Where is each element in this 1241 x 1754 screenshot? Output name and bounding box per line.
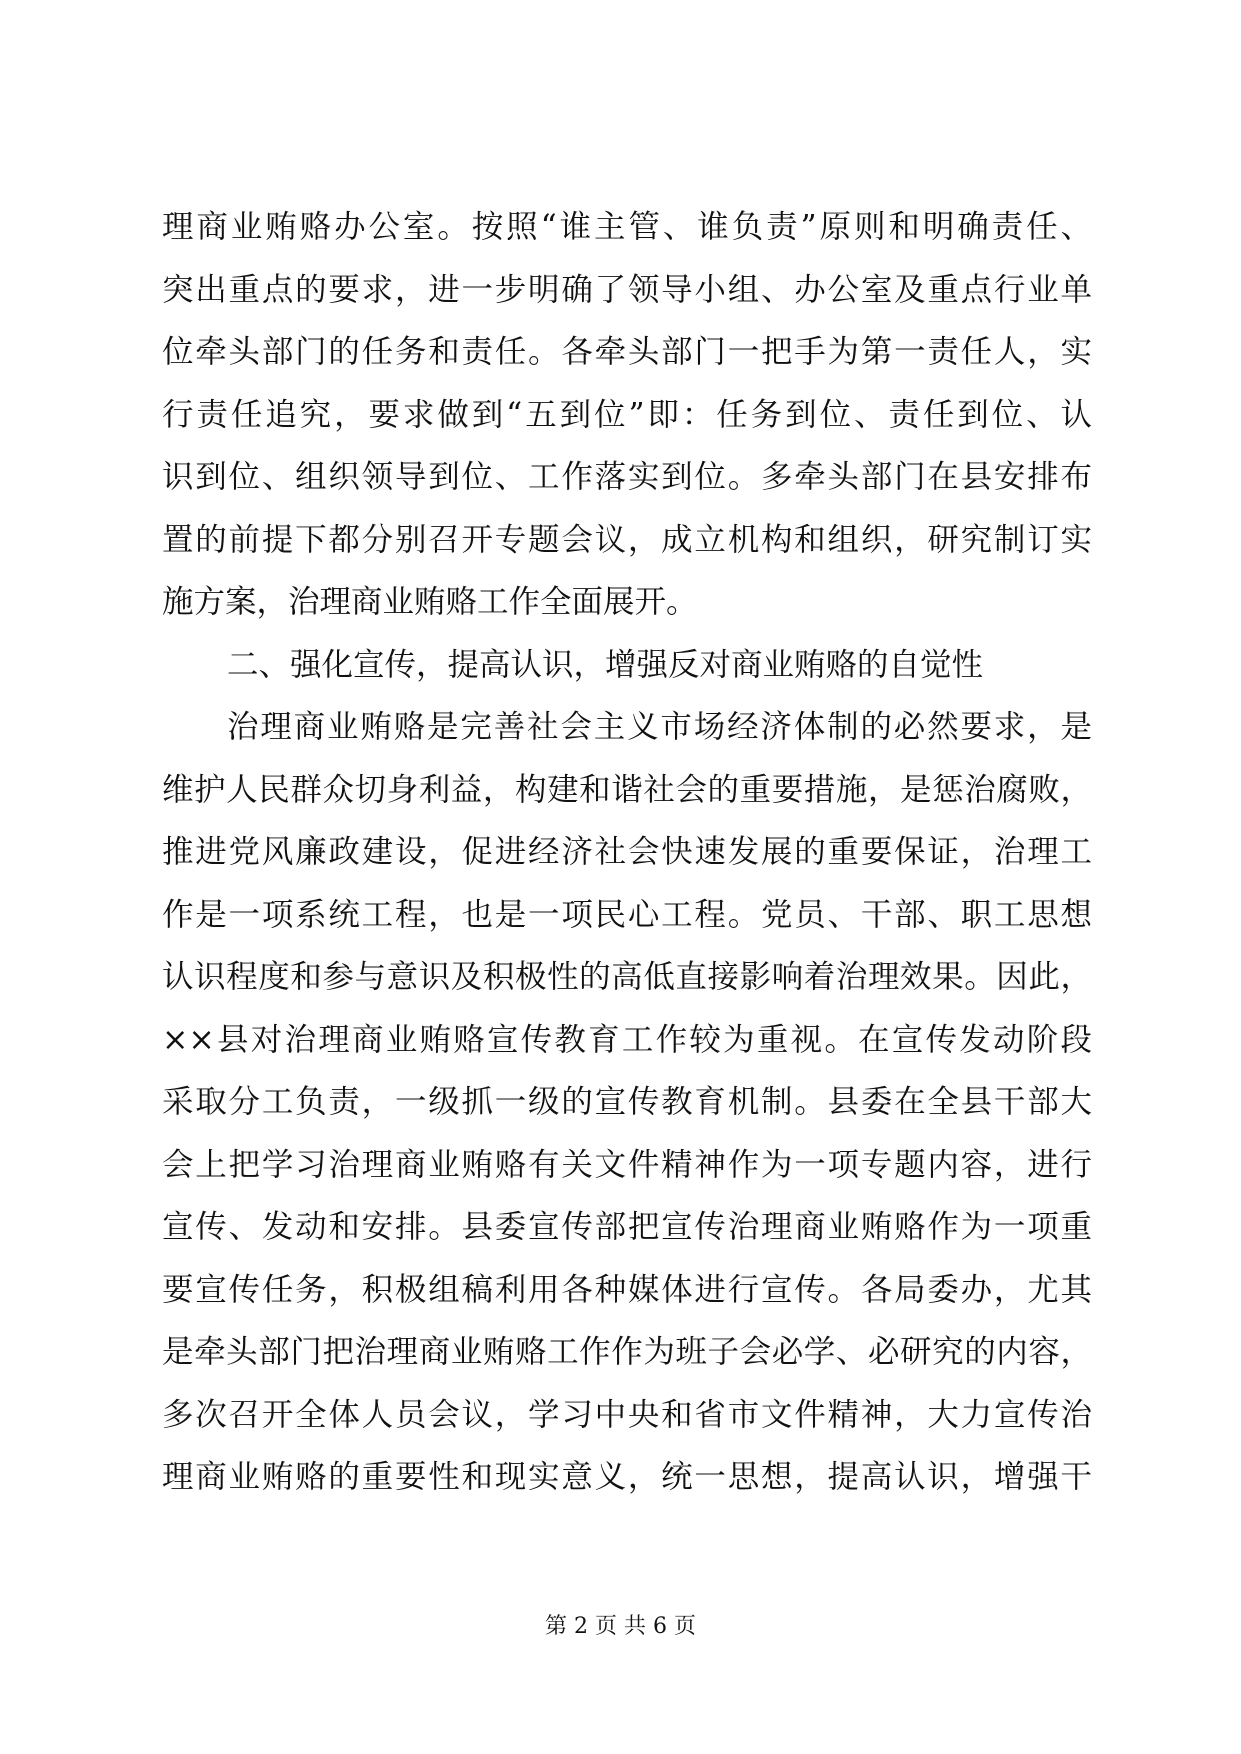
text-line: 识到位、组织领导到位、工作落实到位。多牵头部门在县安排布 [162, 459, 1092, 495]
text-line-paragraph-end: 施方案，治理商业贿赂工作全面展开。 [162, 584, 698, 620]
text-line: 采取分工负责，一级抓一级的宣传教育机制。县委在全县干部大 [162, 1084, 1092, 1120]
text-line: 是牵头部门把治理商业贿赂工作作为班子会必学、必研究的内容， [162, 1334, 1092, 1370]
text-line: 突出重点的要求，进一步明确了领导小组、办公室及重点行业单 [162, 271, 1092, 308]
text-line: 置的前提下都分别召开专题会议，成立机构和组织，研究制订实 [162, 521, 1092, 558]
text-line: 认识程度和参与意识及积极性的高低直接影响着治理效果。因此， [162, 959, 1092, 995]
document-body [162, 196, 1092, 1509]
text-line: 多次召开全体人员会议，学习中央和省市文件精神，大力宣传治 [162, 1396, 1092, 1433]
text-line: 理商业贿赂的重要性和现实意义，统一思想，提高认识，增强干 [162, 1459, 1092, 1495]
text-line: 维护人民群众切身利益，构建和谐社会的重要措施，是惩治腐败， [162, 771, 1092, 808]
text-line: 会上把学习治理商业贿赂有关文件精神作为一项专题内容，进行 [162, 1146, 1092, 1183]
section-heading: 二、强化宣传，提高认识，增强反对商业贿赂的自觉性 [227, 646, 984, 683]
text-line: 位牵头部门的任务和责任。各牵头部门一把手为第一责任人，实 [162, 334, 1092, 370]
text-line: 行责任追究，要求做到“五到位”即：任务到位、责任到位、认 [162, 396, 1092, 433]
text-line-paragraph-start: 治理商业贿赂是完善社会主义市场经济体制的必然要求，是 [227, 709, 1092, 745]
text-line: 理商业贿赂办公室。按照“谁主管、谁负责”原则和明确责任、 [162, 209, 1092, 245]
text-line: 作是一项系统工程，也是一项民心工程。党员、干部、职工思想 [162, 896, 1092, 933]
text-line: 推进党风廉政建设，促进经济社会快速发展的重要保证，治理工 [162, 834, 1092, 870]
text-line: ××县对治理商业贿赂宣传教育工作较为重视。在宣传发动阶段 [162, 1021, 1092, 1058]
text-line: 宣传、发动和安排。县委宣传部把宣传治理商业贿赂作为一项重 [162, 1209, 1092, 1245]
page-number-footer: 第 2 页 共 6 页 [545, 1614, 696, 1639]
text-line: 要宣传任务，积极组稿利用各种媒体进行宣传。各局委办，尤其 [162, 1271, 1092, 1308]
